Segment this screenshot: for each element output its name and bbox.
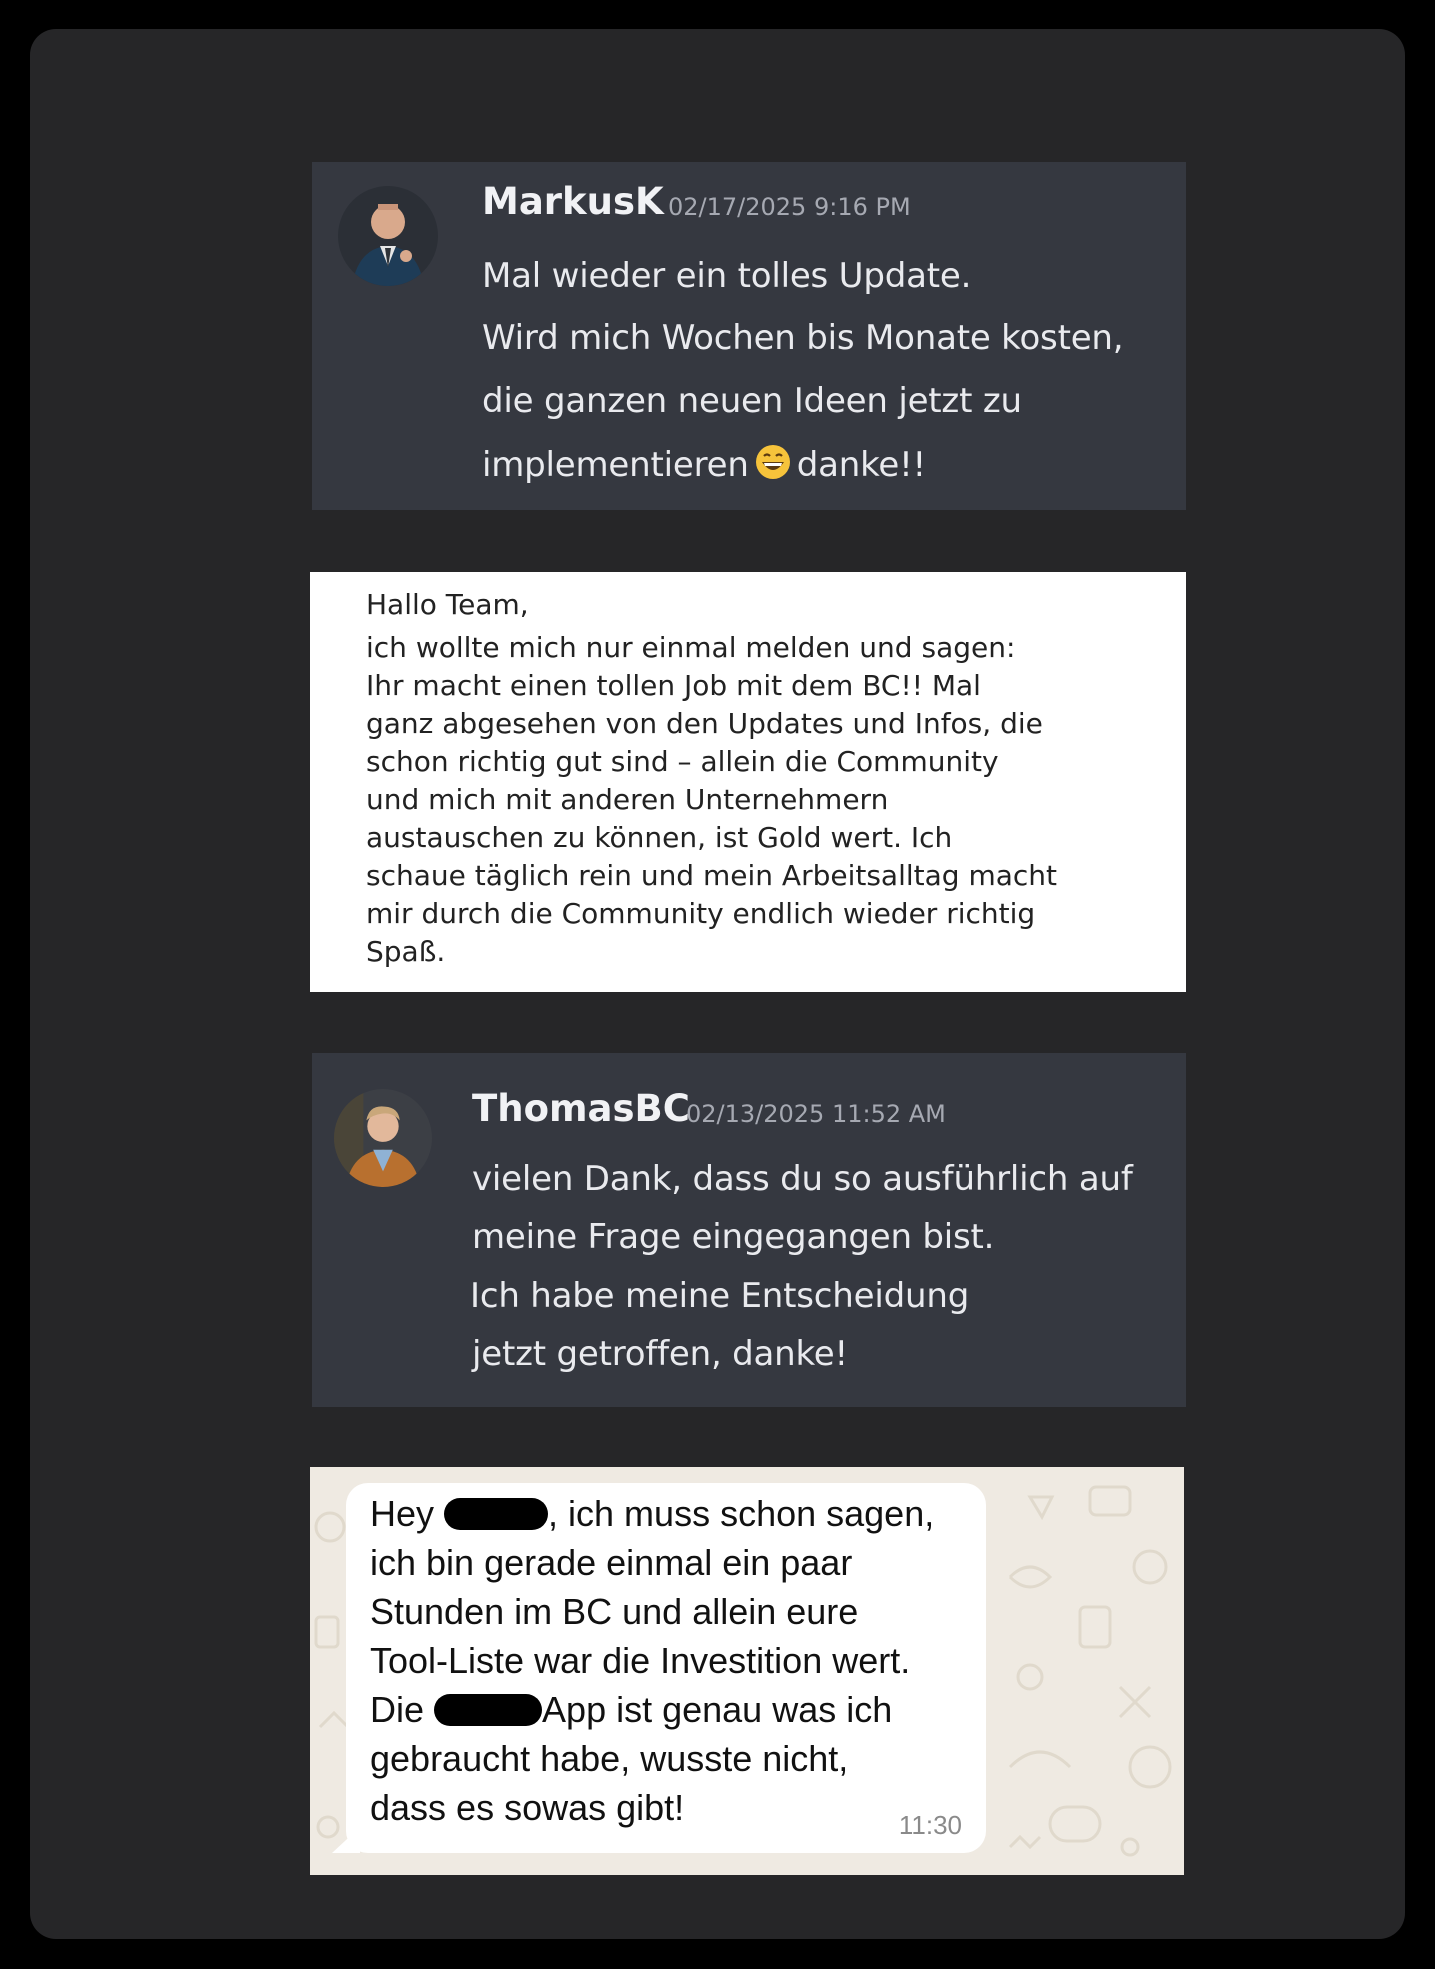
email-text-line: und mich mit anderen Unternehmern: [366, 783, 889, 816]
forum-post-thomasbc: [312, 1053, 1186, 1407]
post-text-line: die ganzen neuen Ideen jetzt zu: [482, 381, 1022, 421]
chat-text-line: [370, 1689, 892, 1731]
post-text-line: Wird mich Wochen bis Monate kosten,: [482, 318, 1124, 358]
email-text-line: austauschen zu können, ist Gold wert. Ich: [366, 821, 953, 854]
post-username[interactable]: MarkusK: [482, 180, 664, 223]
chat-message-panel: [310, 1467, 1184, 1875]
chat-text-segment: Die: [370, 1689, 435, 1730]
chat-text-line: Stunden im BC und allein eure: [370, 1591, 859, 1632]
post-text-line: meine Frage eingegangen bist.: [472, 1217, 995, 1257]
email-text-line: Spaß.: [366, 935, 446, 968]
user-avatar-icon: [334, 1089, 432, 1187]
grinning-face-icon: [755, 444, 791, 480]
redacted-app-name: [434, 1694, 542, 1726]
chat-text-line: [370, 1493, 934, 1535]
post-text-line: jetzt getroffen, danke!: [472, 1334, 848, 1374]
chat-text-segment: , ich muss schon sagen,: [548, 1493, 935, 1534]
post-text-segment: implementieren: [482, 445, 749, 485]
avatar[interactable]: [338, 186, 438, 286]
post-username[interactable]: ThomasBC: [472, 1087, 690, 1130]
user-avatar-icon: [338, 186, 438, 286]
email-text-line: schaue täglich rein und mein Arbeitsalltag macht: [366, 859, 1058, 892]
screenshot-collage-frame: [30, 29, 1405, 1939]
email-text-line: ich wollte mich nur einmal melden und sagen:: [366, 631, 1016, 664]
chat-text-line: ich bin gerade einmal ein paar: [370, 1542, 853, 1583]
chat-text-line: dass es sowas gibt!: [370, 1787, 685, 1828]
chat-text-segment: Hey: [370, 1493, 445, 1534]
post-text-segment: danke!!: [796, 445, 926, 485]
redacted-name: [444, 1498, 548, 1530]
email-text-line: ganz abgesehen von den Updates und Infos, die: [366, 707, 1043, 740]
chat-bubble[interactable]: [346, 1483, 986, 1853]
email-text-line: Hallo Team,: [366, 588, 529, 621]
email-message: [310, 572, 1186, 992]
chat-text-line: Tool-Liste war die Investition wert.: [370, 1640, 911, 1681]
avatar[interactable]: [334, 1089, 432, 1187]
chat-text-segment: App ist genau was ich: [542, 1689, 893, 1730]
chat-bubble-tail: [332, 1827, 360, 1853]
email-text-line: schon richtig gut sind – allein die Community: [366, 745, 999, 778]
post-text-line: Mal wieder ein tolles Update.: [482, 256, 972, 296]
post-text-line-with-emoji: [482, 444, 926, 485]
post-timestamp: 02/13/2025 11:52 AM: [686, 1100, 946, 1128]
post-timestamp: 02/17/2025 9:16 PM: [668, 193, 911, 221]
chat-timestamp: 11:30: [898, 1810, 962, 1840]
post-text-line: vielen Dank, dass du so ausführlich auf: [472, 1159, 1133, 1199]
email-text-line: mir durch die Community endlich wieder richtig: [366, 897, 1036, 930]
chat-text-line: gebraucht habe, wusste nicht,: [370, 1738, 849, 1779]
email-text-line: Ihr macht einen tollen Job mit dem BC!! Mal: [366, 669, 981, 702]
post-text-line: Ich habe meine Entscheidung: [470, 1276, 970, 1316]
forum-post-markusk: [312, 162, 1186, 510]
